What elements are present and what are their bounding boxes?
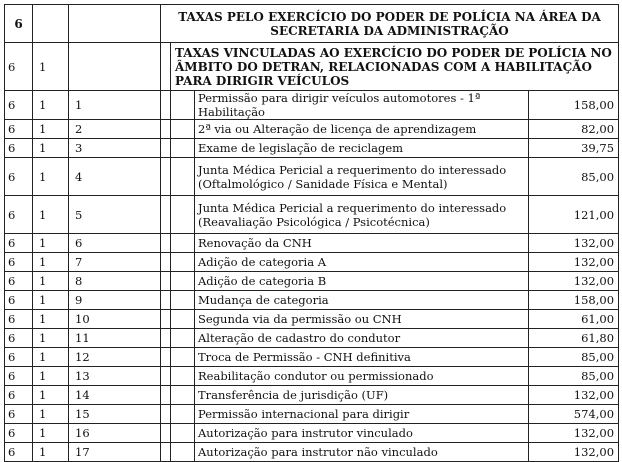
- spacer-cell: [171, 367, 195, 386]
- code-level-2: 1: [33, 424, 69, 443]
- spacer-cell: [161, 348, 171, 367]
- spacer-cell: [161, 367, 171, 386]
- fee-description: Mudança de categoria: [195, 291, 529, 310]
- subheader-c1: 6: [5, 43, 33, 91]
- spacer-cell: [171, 424, 195, 443]
- fee-value: 39,75: [529, 139, 619, 158]
- fee-value: 132,00: [529, 443, 619, 462]
- table-row: [5, 234, 619, 253]
- fee-description: Alteração de cadastro do condutor: [195, 329, 529, 348]
- code-level-3: 12: [69, 348, 161, 367]
- spacer-cell: [161, 272, 171, 291]
- table-row: [5, 424, 619, 443]
- code-level-1: 6: [5, 253, 33, 272]
- spacer-cell: [171, 386, 195, 405]
- code-level-1: 6: [5, 291, 33, 310]
- code-level-3: 11: [69, 329, 161, 348]
- code-level-3: 2: [69, 120, 161, 139]
- code-level-1: 6: [5, 405, 33, 424]
- code-level-1: 6: [5, 424, 33, 443]
- subheader-c2: 1: [33, 43, 69, 91]
- code-level-3: 1: [69, 91, 161, 120]
- table-row: [5, 291, 619, 310]
- code-level-1: 6: [5, 139, 33, 158]
- code-level-2: 1: [33, 386, 69, 405]
- code-level-1: 6: [5, 329, 33, 348]
- table-row: [5, 405, 619, 424]
- fee-description: Segunda via da permissão ou CNH: [195, 310, 529, 329]
- code-level-3: 9: [69, 291, 161, 310]
- code-level-1: 6: [5, 196, 33, 234]
- spacer-cell: [161, 386, 171, 405]
- fee-description: Renovação da CNH: [195, 234, 529, 253]
- code-level-3: 8: [69, 272, 161, 291]
- fee-description: Adição de categoria B: [195, 272, 529, 291]
- fee-value: 132,00: [529, 272, 619, 291]
- table-row: [5, 272, 619, 291]
- fee-description: Transferência de jurisdição (UF): [195, 386, 529, 405]
- table-row: [5, 196, 619, 234]
- spacer-cell: [171, 91, 195, 120]
- code-level-3: 6: [69, 234, 161, 253]
- code-level-3: 3: [69, 139, 161, 158]
- table-row: [5, 386, 619, 405]
- fee-value: 132,00: [529, 424, 619, 443]
- spacer-cell: [171, 139, 195, 158]
- code-level-2: 1: [33, 367, 69, 386]
- fee-description: Exame de legislação de reciclagem: [195, 139, 529, 158]
- fee-value: 85,00: [529, 348, 619, 367]
- code-level-2: 1: [33, 234, 69, 253]
- fee-value: 132,00: [529, 234, 619, 253]
- code-level-2: 1: [33, 272, 69, 291]
- spacer-cell: [171, 234, 195, 253]
- header-empty-cell: [33, 5, 69, 43]
- fee-description: Junta Médica Pericial a requerimento do interessado (Oftalmológico / Sanidade Física e Mental): [195, 158, 529, 196]
- code-level-1: 6: [5, 91, 33, 120]
- spacer-cell: [161, 196, 171, 234]
- code-level-2: 1: [33, 348, 69, 367]
- spacer-cell: [171, 329, 195, 348]
- code-level-2: 1: [33, 310, 69, 329]
- code-level-2: 1: [33, 291, 69, 310]
- spacer-cell: [161, 139, 171, 158]
- code-level-2: 1: [33, 158, 69, 196]
- code-level-1: 6: [5, 272, 33, 291]
- code-level-2: 1: [33, 120, 69, 139]
- code-level-1: 6: [5, 158, 33, 196]
- code-level-1: 6: [5, 234, 33, 253]
- code-level-2: 1: [33, 443, 69, 462]
- subheader-empty-cell: [69, 43, 161, 91]
- spacer-cell: [171, 405, 195, 424]
- spacer-cell: [171, 310, 195, 329]
- code-level-2: 1: [33, 196, 69, 234]
- code-level-2: 1: [33, 253, 69, 272]
- spacer-cell: [161, 253, 171, 272]
- fee-description: Autorização para instrutor não vinculado: [195, 443, 529, 462]
- fee-value: 158,00: [529, 291, 619, 310]
- fee-value: 85,00: [529, 367, 619, 386]
- code-level-3: 14: [69, 386, 161, 405]
- fee-value: 82,00: [529, 120, 619, 139]
- fee-value: 132,00: [529, 386, 619, 405]
- code-level-3: 17: [69, 443, 161, 462]
- spacer-cell: [171, 272, 195, 291]
- fee-value: 61,80: [529, 329, 619, 348]
- spacer-cell: [171, 253, 195, 272]
- spacer-cell: [171, 291, 195, 310]
- code-level-3: 13: [69, 367, 161, 386]
- spacer-cell: [171, 120, 195, 139]
- code-level-3: 4: [69, 158, 161, 196]
- fee-table: [4, 4, 619, 462]
- table-row: [5, 348, 619, 367]
- code-level-1: 6: [5, 367, 33, 386]
- code-level-3: 15: [69, 405, 161, 424]
- spacer-cell: [161, 234, 171, 253]
- code-level-1: 6: [5, 120, 33, 139]
- spacer-cell: [171, 158, 195, 196]
- subheader-empty-cell: [161, 43, 171, 91]
- fee-description: Permissão internacional para dirigir: [195, 405, 529, 424]
- spacer-cell: [161, 291, 171, 310]
- fee-description: 2ª via ou Alteração de licença de aprendizagem: [195, 120, 529, 139]
- table-row: [5, 310, 619, 329]
- code-level-3: 5: [69, 196, 161, 234]
- fee-value: 61,00: [529, 310, 619, 329]
- table-row: [5, 139, 619, 158]
- table-row: [5, 158, 619, 196]
- code-level-2: 1: [33, 329, 69, 348]
- subheader-title: TAXAS VINCULADAS AO EXERCÍCIO DO PODER DE POLÍCIA NO ÂMBITO DO DETRAN, RELACIONADAS COM A HABILITAÇÃO PARA DIRIGIR VEÍCULOS: [171, 43, 619, 91]
- header-title: TAXAS PELO EXERCÍCIO DO PODER DE POLÍCIA NA ÁREA DA SECRETARIA DA ADMINISTRAÇÃO: [161, 5, 619, 43]
- code-level-1: 6: [5, 386, 33, 405]
- table-row: [5, 329, 619, 348]
- spacer-cell: [161, 158, 171, 196]
- fee-value: 121,00: [529, 196, 619, 234]
- code-level-1: 6: [5, 348, 33, 367]
- fee-description: Junta Médica Pericial a requerimento do interessado (Reavaliação Psicológica / Psicotécnica): [195, 196, 529, 234]
- code-level-3: 16: [69, 424, 161, 443]
- spacer-cell: [161, 405, 171, 424]
- fee-description: Reabilitação condutor ou permissionado: [195, 367, 529, 386]
- code-level-2: 1: [33, 405, 69, 424]
- fee-value: 158,00: [529, 91, 619, 120]
- spacer-cell: [161, 310, 171, 329]
- code-level-2: 1: [33, 91, 69, 120]
- fee-description: Adição de categoria A: [195, 253, 529, 272]
- table-row: [5, 91, 619, 120]
- spacer-cell: [161, 120, 171, 139]
- fee-value: 132,00: [529, 253, 619, 272]
- fee-description: Troca de Permissão - CNH definitiva: [195, 348, 529, 367]
- table-row: [5, 120, 619, 139]
- spacer-cell: [161, 91, 171, 120]
- table-row: [5, 367, 619, 386]
- fee-value: 85,00: [529, 158, 619, 196]
- code-level-2: 1: [33, 139, 69, 158]
- header-row: [5, 5, 619, 43]
- code-level-3: 7: [69, 253, 161, 272]
- header-empty-cell: [69, 5, 161, 43]
- code-level-1: 6: [5, 443, 33, 462]
- table-row: [5, 253, 619, 272]
- spacer-cell: [161, 424, 171, 443]
- fee-description: Permissão para dirigir veículos automotores - 1ª Habilitação: [195, 91, 529, 120]
- spacer-cell: [161, 329, 171, 348]
- spacer-cell: [171, 196, 195, 234]
- subheader-row: [5, 43, 619, 91]
- fee-value: 574,00: [529, 405, 619, 424]
- code-level-1: 6: [5, 310, 33, 329]
- header-code: 6: [5, 5, 33, 43]
- code-level-3: 10: [69, 310, 161, 329]
- spacer-cell: [171, 348, 195, 367]
- fee-description: Autorização para instrutor vinculado: [195, 424, 529, 443]
